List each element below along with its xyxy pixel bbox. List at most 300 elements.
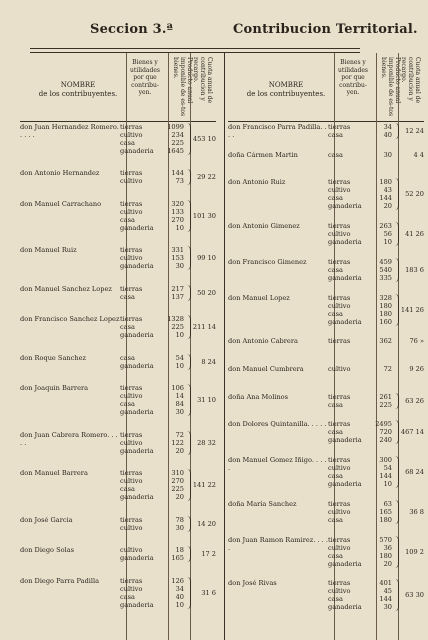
contributor-name: don Manuel Sanchez Lopez [20,284,112,293]
product-value: 133 [171,207,184,216]
asset-type: casa [120,353,135,362]
product-value: 270 [171,477,184,486]
asset-type: cultivo [328,301,351,310]
asset-type: ganaderia [328,559,362,568]
asset-type: cultivo [120,584,143,593]
contributor-entry [228,337,424,353]
contributor-name: don Juan Cabrera Romero. . . . . [20,430,118,447]
product-value: 106 [171,384,184,393]
asset-type: tierras [120,169,143,178]
contributor-entry [228,579,424,611]
asset-type: ganaderia [120,600,154,609]
asset-list [120,469,154,501]
name-column-header: NOMBRE de los contribuyentes. [246,81,326,98]
annual-quota: 28 32 [197,438,216,447]
product-value: 180 [379,309,392,318]
annual-quota: 9 26 [409,365,424,373]
annual-quota: 4 4 [413,150,424,159]
contributor-entry [20,200,216,232]
contributor-entry [20,384,216,416]
annual-quota: 8 24 [201,357,216,366]
product-value: 225 [379,400,392,409]
asset-type: ganaderia [120,446,154,455]
product-value: 720 [379,428,392,437]
product-values [368,294,392,326]
product-value: 14 [175,392,184,401]
product-value: 72 [383,365,392,373]
contributor-name: don Francisco Sanchez Lopez [20,315,120,324]
annual-quota: 141 26 [400,305,424,314]
asset-type: cultivo [120,523,143,532]
product-values [368,222,392,246]
product-values [368,337,392,345]
asset-type: casa [328,309,343,318]
contributor-name: don Diego Solas [20,546,75,555]
product-value: 160 [379,317,392,326]
product-value: 225 [171,485,184,494]
annual-quota: 29 22 [197,173,216,182]
product-value: 30 [175,523,184,532]
cuota-column-header: Cuota anual de contribucion y recargo. [400,57,421,104]
asset-list [120,546,154,562]
product-value: 54 [383,464,392,473]
product-values [160,577,184,609]
header-rule [30,48,360,49]
product-value: 144 [379,472,392,481]
product-values [160,285,184,301]
asset-type: ganaderia [120,331,154,340]
asset-list [120,354,154,370]
product-value: 180 [379,178,392,187]
contributor-name: don Roque Sanchez [20,353,86,362]
asset-type: tierras [328,257,351,266]
annual-quota: 101 30 [192,211,216,220]
asset-type: ganaderia [328,436,362,445]
product-value: 153 [171,254,184,263]
product-value: 270 [171,215,184,224]
contributor-entry [20,169,216,185]
asset-type: casa [120,592,135,601]
asset-type: tierras [120,199,143,208]
product-value: 2495 [375,420,392,429]
asset-type: tierras [328,420,351,429]
asset-type: casa [328,551,343,560]
contributor-entry [20,546,216,562]
contributor-entry [20,469,216,501]
product-value: 40 [383,131,392,139]
product-value: 34 [383,123,392,131]
asset-type: cultivo [328,230,351,239]
product-value: 10 [383,238,392,247]
contributor-entry [228,536,424,568]
contributor-name: doña Ana Molinos [228,392,289,401]
annual-quota: 17 2 [201,550,216,559]
product-values [160,354,184,370]
product-value: 180 [379,301,392,310]
product-value: 45 [383,587,392,596]
product-value: 10 [175,223,184,232]
contributor-entry [20,431,216,455]
asset-type: casa [328,265,343,274]
contributor-entry [228,500,424,524]
product-value: 40 [175,592,184,601]
product-value: 263 [379,222,392,231]
asset-type: cultivo [328,543,351,552]
product-value: 122 [171,438,184,447]
asset-list [120,577,154,609]
annual-quota: 141 22 [192,481,216,490]
product-value: 30 [383,603,392,612]
asset-type: ganaderia [328,317,362,326]
asset-list [328,456,362,488]
asset-list [328,123,350,139]
product-value: 10 [175,600,184,609]
asset-type: casa [120,485,135,494]
product-value: 30 [383,150,392,159]
product-values [160,431,184,455]
asset-list [120,315,154,339]
asset-type: cultivo [120,392,143,401]
product-value: 540 [379,265,392,274]
product-value: 225 [171,323,184,332]
product-value: 10 [383,480,392,489]
asset-type: cultivo [120,477,143,486]
product-value: 320 [171,199,184,208]
product-values [368,393,392,409]
product-values [368,536,392,568]
product-value: 144 [379,194,392,203]
product-values [160,546,184,562]
annual-quota: 52 20 [405,190,424,199]
product-value: 126 [171,576,184,585]
tax-title: Contribucion Territorial. [233,22,418,37]
asset-type: tierras [328,123,351,131]
asset-type: tierras [328,579,351,588]
product-value: 20 [383,559,392,568]
asset-type: tierras [120,469,143,478]
product-value: 1645 [167,147,184,155]
asset-type: casa [120,139,135,147]
product-value: 36 [383,543,392,552]
asset-type: ganaderia [328,603,362,612]
contributor-entry [228,123,424,139]
contributor-name: don Manuel Cumbrera [228,365,304,373]
asset-type: ganaderia [120,223,154,232]
asset-type: cultivo [120,546,143,555]
product-value: 20 [383,202,392,211]
contributor-name: doña Cármen Martin [228,150,298,159]
product-value: 401 [379,579,392,588]
contributor-entry [228,178,424,210]
product-value: 84 [175,400,184,409]
asset-type: ganaderia [328,273,362,282]
annual-quota: 467 14 [400,428,424,437]
product-value: 30 [175,408,184,417]
section-title: Seccion 3.ª [90,22,174,37]
product-value: 1099 [167,123,184,131]
annual-quota: 109 2 [405,547,424,556]
asset-type: cultivo [120,131,143,139]
right-column [228,53,424,640]
annual-quota: 31 10 [197,396,216,405]
contributor-name: don Antonio Cabrera [228,337,298,346]
contributor-name: don Manuel Gomez Iñigo. . . . . [228,456,327,473]
annual-quota: 31 6 [201,588,216,597]
product-value: 144 [379,595,392,604]
asset-type: cultivo [328,186,351,195]
contributor-name: don Manuel Lopez [228,293,290,302]
product-values [368,579,392,611]
contributor-name: don Manuel Ruiz [20,246,77,255]
product-value: 225 [171,139,184,147]
annual-quota: 63 30 [405,591,424,600]
asset-type: casa [328,595,343,604]
contributor-name: don Francisco Parra Padilla. . . . [228,123,327,139]
contributor-name: doña María Sanchez [228,499,297,508]
contributor-name: don Antonio Hernandez [20,169,100,178]
bienes-column-header: Bienes y utilidades por que contribu-yen. [338,59,368,96]
asset-list [120,246,154,270]
product-value: 30 [175,262,184,271]
contributor-name: don Diego Parra Padilla [20,576,100,585]
contributor-entry [20,285,216,301]
product-value: 180 [379,515,392,524]
asset-type: casa [328,194,343,203]
asset-type: tierras [120,246,143,255]
asset-type: casa [120,323,135,332]
asset-type: ganaderia [120,147,154,155]
asset-type: tierras [120,430,143,439]
product-values [368,456,392,488]
asset-type: tierras [120,576,143,585]
annual-quota: 63 26 [405,396,424,405]
asset-list [328,222,362,246]
product-values [368,151,392,159]
asset-type: tierras [120,284,143,293]
asset-type: tierras [120,123,143,131]
asset-type: tierras [328,392,351,401]
contributor-entry [228,456,424,488]
asset-list [120,384,154,416]
asset-type: casa [328,472,343,481]
asset-type: ganaderia [328,238,362,247]
product-value: 144 [171,169,184,178]
annual-quota: 12 24 [405,127,424,135]
product-value: 63 [383,499,392,508]
asset-list [328,258,362,282]
product-values [368,123,392,139]
asset-type: cultivo [328,464,351,473]
product-values [368,420,392,444]
product-value: 362 [379,337,392,346]
product-value: 72 [175,430,184,439]
product-value: 459 [379,257,392,266]
asset-type: cultivo [120,177,143,186]
product-value: 34 [175,584,184,593]
asset-type: casa [120,215,135,224]
contributor-entry [228,258,424,282]
asset-type: tierras [328,456,351,465]
asset-type: ganaderia [120,262,154,271]
product-value: 137 [171,292,184,301]
asset-type: casa [328,428,343,437]
product-value: 1328 [167,315,184,324]
contributor-name: don Francisco Gimenez [228,257,307,266]
product-value: 78 [175,515,184,524]
asset-type: tierras [328,222,351,231]
product-value: 240 [379,436,392,445]
asset-type: casa [120,292,135,301]
asset-list [120,285,142,301]
contributor-entry [228,420,424,444]
asset-type: cultivo [120,207,143,216]
asset-type: ganaderia [120,408,154,417]
asset-type: cultivo [328,587,351,596]
product-value: 180 [379,551,392,560]
producto-column-header: Producto anual imponible de es-tos bienes. [380,57,401,117]
asset-type: ganaderia [120,361,154,370]
product-values [368,500,392,524]
asset-list [328,536,362,568]
annual-quota: 183 6 [405,265,424,274]
product-value: 570 [379,535,392,544]
contributor-entry [228,222,424,246]
annual-quota: 50 20 [197,288,216,297]
product-value: 54 [175,353,184,362]
asset-type: ganaderia [328,202,362,211]
column-divider [224,53,225,640]
product-value: 310 [171,469,184,478]
asset-type: casa [328,515,343,524]
asset-type: casa [328,400,343,409]
asset-type: cultivo [328,507,351,516]
contributor-entry [228,151,424,167]
asset-list [328,579,362,611]
contributor-name: don Antonio Gimenez [228,222,300,231]
asset-list [328,178,362,210]
producto-column-header: Producto anual imponible de es-tos bienes. [172,57,193,117]
asset-list [328,420,362,444]
product-values [160,469,184,501]
asset-list [120,200,154,232]
product-value: 56 [383,230,392,239]
product-values [160,200,184,232]
contributor-name: don Antonio Ruiz [228,178,286,187]
annual-quota: 211 14 [192,323,216,332]
contributor-entry [20,354,216,370]
product-value: 73 [175,177,184,186]
annual-quota: 41 26 [405,230,424,239]
asset-list [120,516,143,532]
product-value: 10 [175,331,184,340]
product-values [160,315,184,339]
product-value: 217 [171,284,184,293]
asset-list [120,431,154,455]
asset-list [328,337,350,345]
annual-quota: 14 20 [197,519,216,528]
product-value: 10 [175,361,184,370]
asset-type: cultivo [120,254,143,263]
contributor-name: don José Rivas [228,579,277,588]
product-value: 331 [171,246,184,255]
asset-list [328,151,343,159]
asset-type: ganaderia [120,493,154,502]
contributor-entry [20,246,216,270]
contributor-name: don Manuel Barrera [20,469,88,478]
name-column-header: NOMBRE de los contribuyentes. [38,81,118,98]
asset-type: cultivo [328,365,351,373]
contributor-entry [20,577,216,609]
product-values [160,384,184,416]
product-value: 18 [175,546,184,555]
asset-type: tierras [120,315,143,324]
product-value: 261 [379,392,392,401]
contributor-entry [228,294,424,326]
asset-type: casa [328,150,343,159]
asset-type: tierras [328,499,351,508]
asset-type: ganaderia [328,480,362,489]
asset-type: tierras [120,515,143,524]
contributor-name: don Juan Ramon Ramirez. . . . . [228,535,328,552]
asset-type: casa [328,131,343,139]
product-values [160,246,184,270]
product-value: 234 [171,131,184,139]
asset-type: tierras [328,535,351,544]
contributor-entry [228,365,424,381]
product-value: 20 [175,446,184,455]
asset-list [328,500,351,524]
product-value: 165 [379,507,392,516]
contributor-entry [20,123,216,155]
contributor-entry [20,516,216,532]
asset-list [328,365,351,373]
annual-quota: 36 8 [409,507,424,516]
left-table-header [20,53,216,122]
asset-type: tierras [328,178,351,187]
product-values [368,178,392,210]
product-values [368,365,392,373]
product-value: 43 [383,186,392,195]
annual-quota: 68 24 [405,468,424,477]
product-value: 328 [379,293,392,302]
right-table-header [228,53,424,122]
contributor-name: don Joaquin Barrera [20,384,89,393]
contributor-name: don Manuel Carrachano [20,199,102,208]
contributor-name: don Juan Hernandez Romero. . . . . [20,123,119,139]
product-values [160,516,184,532]
contributor-entry [20,315,216,339]
product-values [160,169,184,185]
asset-list [328,294,362,326]
product-value: 165 [171,554,184,563]
asset-type: tierras [328,337,351,346]
contributor-name: don Dolores Quintanilla. . . . . [228,420,327,429]
asset-list [120,169,143,185]
contributor-name: don José Garcia [20,515,73,524]
contributor-entry [228,393,424,409]
product-value: 20 [175,493,184,502]
asset-type: cultivo [120,438,143,447]
cuota-column-header: Cuota anual de contribucion y recargo. [192,57,213,104]
asset-list [328,393,350,409]
annual-quota: 76 » [409,337,424,346]
product-value: 335 [379,273,392,282]
annual-quota: 453 10 [192,135,216,143]
bienes-column-header: Bienes y utilidades por que contribu-yen. [130,59,160,96]
left-column [20,53,216,640]
product-values [160,123,184,155]
asset-type: ganaderia [120,554,154,563]
